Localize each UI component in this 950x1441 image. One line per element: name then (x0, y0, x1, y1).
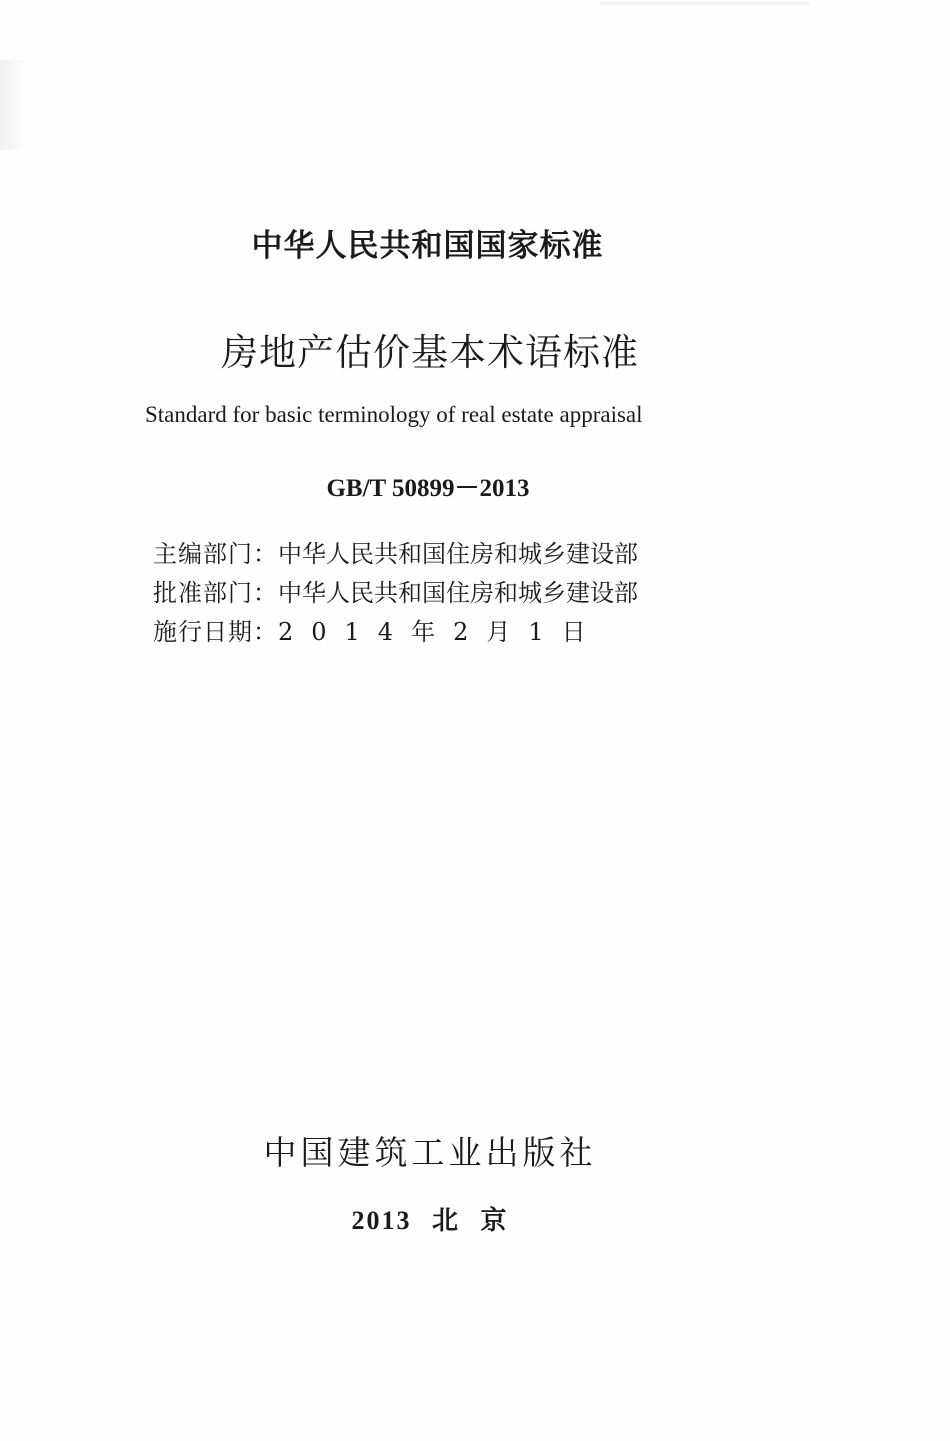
standard-series: 中华人民共和国国家标准 (251, 228, 604, 264)
effective-date-value: 2014年2月1日 (278, 618, 604, 646)
publication-year-place: 2013 北 京 (351, 1206, 509, 1235)
chief-department-label: 主编部门： (153, 540, 278, 568)
scan-artifact (600, 2, 810, 5)
publisher-name: 中国建筑工业出版社 (263, 1133, 597, 1172)
title-chinese: 房地产估价基本术语标准 (221, 331, 639, 374)
effective-date-row (153, 612, 604, 647)
title-english: Standard for basic terminology of real estate appraisal (145, 402, 643, 427)
chief-department-value: 中华人民共和国住房和城乡建设部 (278, 540, 638, 568)
standard-code: GB/T 50899－2013 (326, 475, 530, 502)
approval-department-row (153, 573, 638, 608)
scan-shadow (0, 60, 26, 150)
approval-department-label: 批准部门： (153, 579, 278, 607)
chief-department-row (153, 534, 638, 569)
approval-department-value: 中华人民共和国住房和城乡建设部 (278, 579, 638, 607)
effective-date-label: 施行日期： (153, 618, 278, 646)
